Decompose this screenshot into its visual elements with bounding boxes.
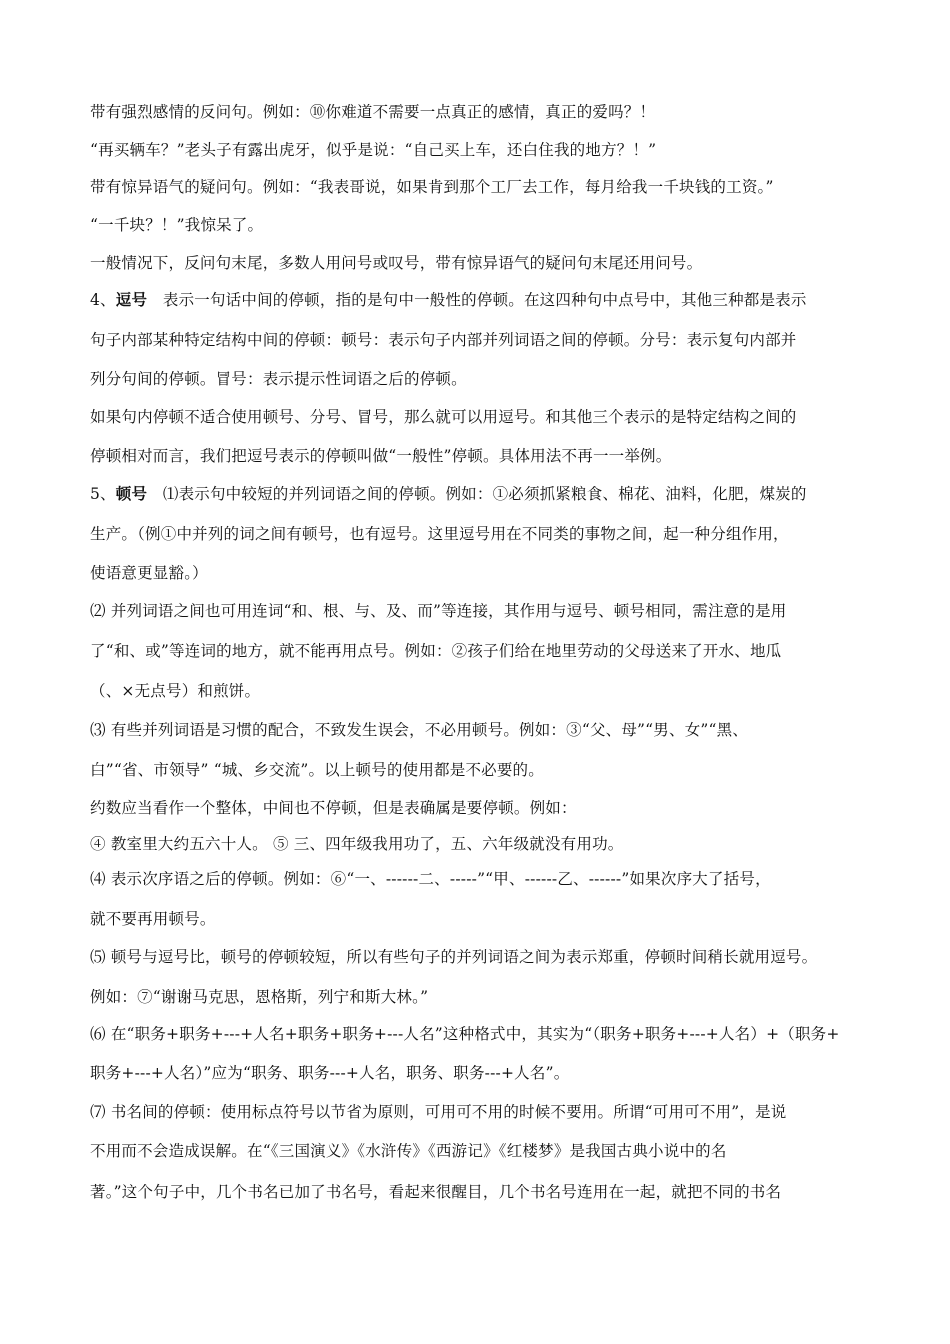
text-line: 带有惊异语气的疑问句。例如：“我表哥说，如果肯到那个工厂去工作，每月给我一千块钱的工资。” [90, 178, 774, 196]
text-line: ④ 教室里大约五六十人。 ⑤ 三、四年级我用功了，五、六年级就没有用功。 [90, 835, 624, 853]
text-span: ⑴表示句中较短的并列词语之间的停顿。例如：①必须抓紧粮食、棉花、油料，化肥，煤炭的 [147, 485, 807, 503]
text-line: ⑷ 表示次序语之后的停顿。例如：⑥“一、------二、-----”“甲、------乙、------”如果次序大了括号， [90, 870, 771, 888]
text-line: ⑺ 书名间的停顿：使用标点符号以节省为原则，可用可不用的时候不要用。所谓“可用可不用”，是说 [90, 1103, 787, 1121]
section-4-line [90, 290, 880, 310]
text-line: 著。”这个句子中，几个书名已加了书名号，看起来很醒目，几个书名号连用在一起，就把不同的书名 [90, 1183, 782, 1201]
text-line: 例如：⑦“谢谢马克思，恩格斯，列宁和斯大林。” [90, 988, 429, 1006]
text-line: 就不要再用顿号。 [90, 910, 216, 928]
text-line: “一千块？！”我惊呆了。 [90, 216, 264, 234]
text-line: 使语意更显豁。） [90, 564, 208, 582]
text-line: ⑸ 顿号与逗号比，顿号的停顿较短，所以有些句子的并列词语之间为表示郑重，停顿时间稍长就用逗号。 [90, 948, 818, 966]
text-line: 了“和、或”等连词的地方，就不能再用点号。例如：②孩子们给在地里劳动的父母送来了开水、地瓜 [90, 642, 782, 660]
text-line: ⑵ 并列词语之间也可用连词“和、根、与、及、而”等连接，其作用与逗号、顿号相同，需注意的是用 [90, 602, 787, 620]
section-number: 5、 [90, 485, 116, 503]
text-line: （、×无点号）和煎饼。 [90, 682, 261, 700]
section-5-line [90, 484, 880, 504]
text-line: 约数应当看作一个整体，中间也不停顿，但是表确属是要停顿。例如： [90, 799, 577, 817]
text-line: ⑹ 在“职务+职务+---+人名+职务+职务+---人名”这种格式中，其实为“（职务+职务+---+人名）+（职务+ [90, 1025, 840, 1043]
text-line: 一般情况下，反问句末尾，多数人用问号或叹号，带有惊异语气的疑问句末尾还用问号。 [90, 254, 703, 272]
text-line: “再买辆车？”老头子有露出虎牙，似乎是说：“自己买上车，还白住我的地方？！” [90, 141, 657, 159]
text-line: 句子内部某种特定结构中间的停顿：顿号：表示句子内部并列词语之间的停顿。分号：表示复句内部并 [90, 331, 797, 349]
text-span: 表示一句话中间的停顿，指的是句中一般性的停顿。在这四种句中点号中，其他三种都是表示 [147, 291, 807, 309]
text-line: 列分句间的停顿。冒号：表示提示性词语之后的停顿。 [90, 370, 467, 388]
text-line: 职务+---+人名）”应为“职务、职务---+人名，职务、职务---+人名”。 [90, 1064, 570, 1082]
text-line: 如果句内停顿不适合使用顿号、分号、冒号，那么就可以用逗号。和其他三个表示的是特定结构之间的 [90, 408, 797, 426]
section-number: 4、 [90, 291, 116, 309]
text-line: 白”“省、市领导” “城、乡交流”。以上顿号的使用都是不必要的。 [90, 761, 544, 779]
text-line: 停顿相对而言，我们把逗号表示的停顿叫做“一般性”停顿。具体用法不再一一举例。 [90, 447, 672, 465]
text-line: 不用而不会造成误解。在“《三国演义》《水浒传》《西游记》《红楼梦》是我国古典小说中的名 [90, 1142, 727, 1160]
section-heading: 逗号 [115, 290, 148, 309]
text-line: 带有强烈感情的反问句。例如：⑩你难道不需要一点真正的感情，真正的爱吗？！ [90, 103, 656, 121]
text-line: ⑶ 有些并列词语是习惯的配合，不致发生误会，不必用顿号。例如：③“父、母”“男、女”“黑、 [90, 721, 749, 739]
text-line: 生产。（例①中并列的词之间有顿号，也有逗号。这里逗号用在不同类的事物之间，起一种分组作用， [90, 525, 789, 543]
section-heading: 顿号 [115, 484, 148, 503]
